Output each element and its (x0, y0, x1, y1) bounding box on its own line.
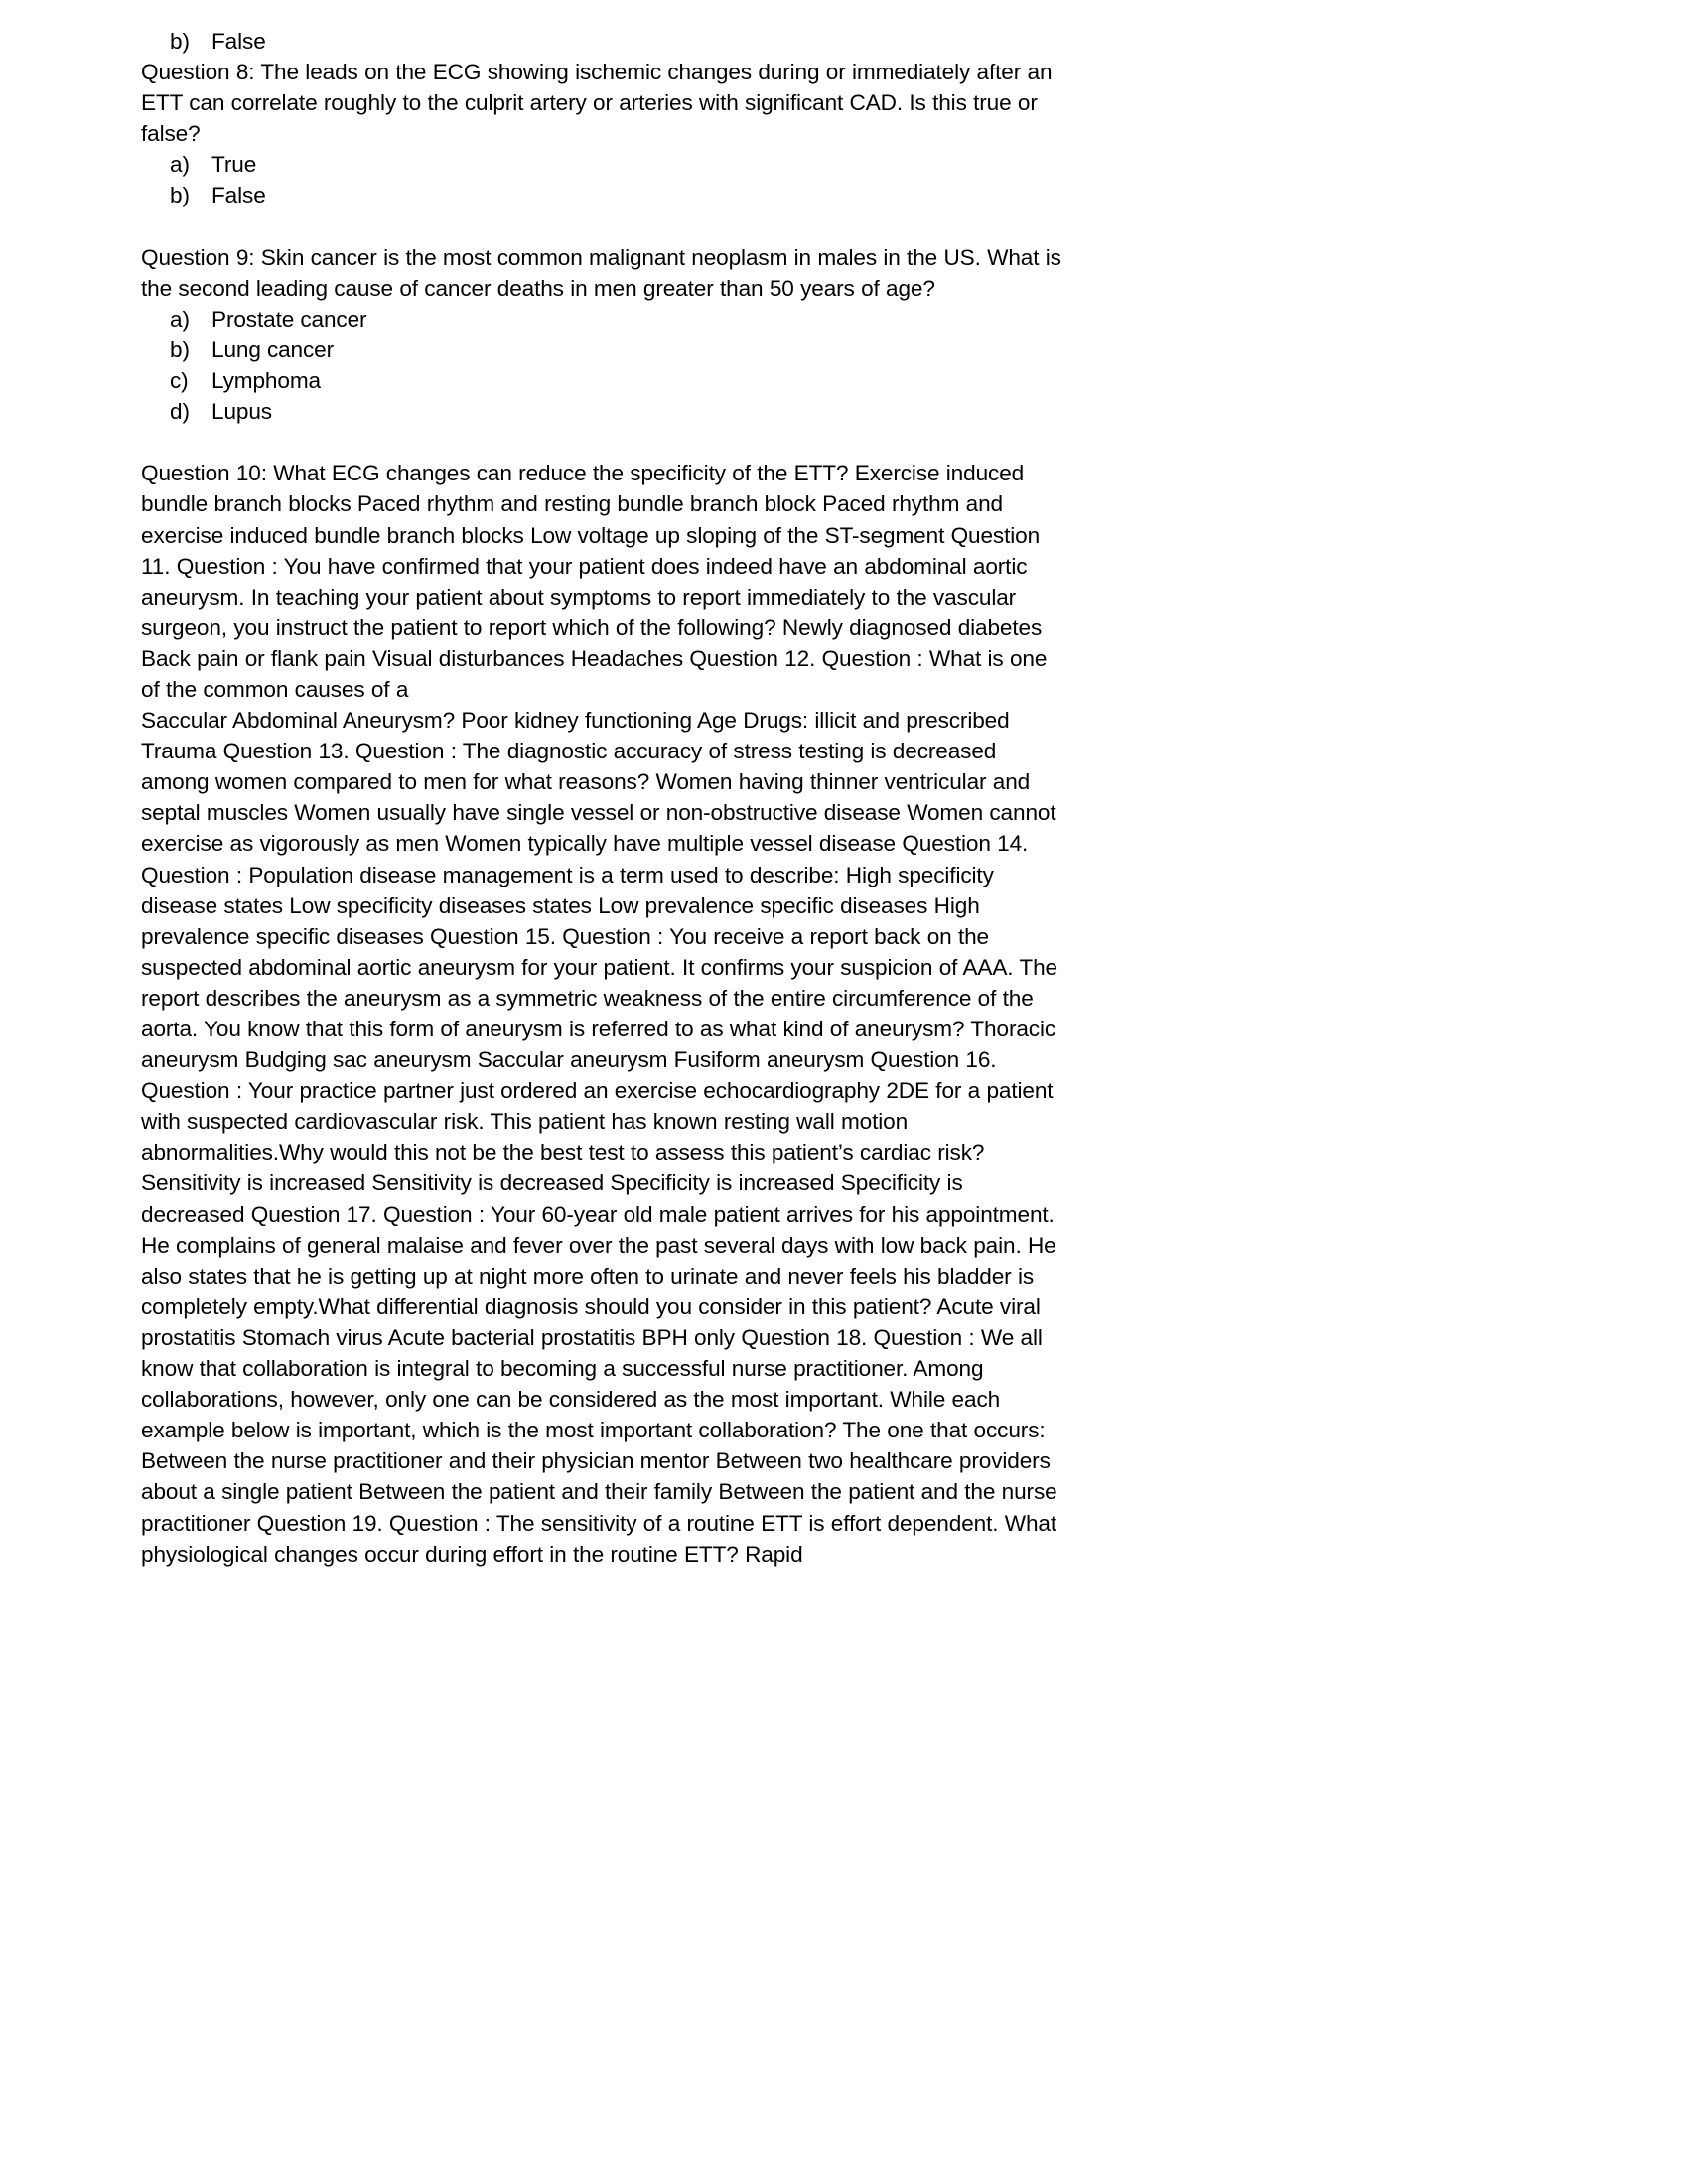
choice-label: Lung cancer (211, 337, 335, 362)
list-item (141, 335, 1062, 365)
choice-marker: c) (170, 368, 189, 394)
paragraph-spacer (141, 427, 1062, 458)
choice-label: Prostate cancer (211, 306, 367, 332)
choice-marker: a) (170, 152, 190, 178)
question-12-through-19-body: Saccular Abdominal Aneurysm? Poor kidney functioning Age Drugs: illicit and prescribed Trauma Question 13. Question : The diagnostic accuracy of stress testing is decreased among women compared to men for what reasons? Women having thinner ventricular and septal muscles Women usually have single vessel or non-obstructive disease Women cannot exercise as vigorously as men Women typically have multiple vessel disease Question 14. Question : Population disease management is a term used to describe: High specificity disease states Low specificity diseases states Low prevalence specific diseases High prevalence specific diseases Question 15. Question : You receive a report back on the suspected abdominal aortic aneurysm for your patient. It confirms your suspicion of AAA. The report describes the aneurysm as a symmetric weakness of the entire circumference of the aorta. You know that this form of aneurysm is referred to as what kind of aneurysm? Thoracic aneurysm Budging sac aneurysm Saccular aneurysm Fusiform aneurysm Question 16. Question : Your practice partner just ordered an exercise echocardiography 2DE for a patient with suspected cardiovascular risk. This patient has known resting wall motion abnormalities.Why would this not be the best test to assess this patient’s cardiac risk? Sensitivity is increased Sensitivity is decreased Specificity is increased Specificity is decreased Question 17. Question : Your 60-year old male patient arrives for his appointment. He complains of general malaise and fever over the past several days with low back pain. He also states that he is getting up at night more often to urinate and never feels his bladder is completely empty.What differential diagnosis should you consider in this patient? Acute viral prostatitis Stomach virus Acute bacterial prostatitis BPH only Question 18. Question : We all know that collaboration is integral to becoming a successful nurse practitioner. Among collaborations, however, only one can be considered as the most important. While each example below is important, which is the most important collaboration? The one that occurs: Between the nurse practitioner and their physician mentor Between two healthcare providers about a single patient Between the patient and their family Between the patient and the nurse practitioner Question 19. Question : The sensitivity of a routine ETT is effort dependent. What physiological changes occur during effort in the routine ETT? Rapid (141, 708, 1057, 1567)
choice-list-question-9 (141, 304, 1062, 427)
list-item (141, 180, 1062, 210)
choice-label: True (211, 152, 257, 178)
choice-marker: d) (170, 399, 190, 425)
list-item (141, 365, 1062, 396)
question-9-stem: Question 9: Skin cancer is the most common malignant neoplasm in males in the US. What is the second leading cause of cancer deaths in men greater than 50 years of age? (141, 244, 1061, 301)
choice-label: False (211, 183, 266, 208)
choice-label: Lupus (211, 399, 272, 425)
list-item (141, 304, 1062, 335)
choice-label: False (211, 29, 266, 54)
list-item (141, 149, 1062, 180)
choice-list-question-7 (141, 26, 1062, 57)
choice-marker: a) (170, 306, 190, 332)
list-item (141, 26, 1062, 57)
document-body (141, 26, 1062, 1570)
list-item (141, 396, 1062, 427)
choice-list-question-8 (141, 149, 1062, 210)
choice-marker: b) (170, 337, 190, 362)
paragraph-spacer (141, 211, 1062, 242)
question-8-stem: Question 8: The leads on the ECG showing ischemic changes during or immediately after an ETT can correlate roughly to the culprit artery or arteries with significant CAD. Is this true or false? (141, 60, 1053, 147)
question-10-through-12-body: Question 10: What ECG changes can reduce the specificity of the ETT? Exercise induced bundle branch blocks Paced rhythm and resting bundle branch block Paced rhythm and exercise induced bundle branch blocks Low voltage up sloping of the ST-segment Question 11. Question : You have confirmed that your patient does indeed have an abdominal aortic aneurysm. In teaching your patient about symptoms to report immediately to the vascular surgeon, you instruct the patient to report which of the following? Newly diagnosed diabetes Back pain or flank pain Visual disturbances Headaches Question 12. Question : What is one of the common causes of a (141, 461, 1048, 702)
choice-marker: b) (170, 29, 190, 54)
choice-marker: b) (170, 183, 190, 208)
choice-label: Lymphoma (211, 368, 321, 394)
